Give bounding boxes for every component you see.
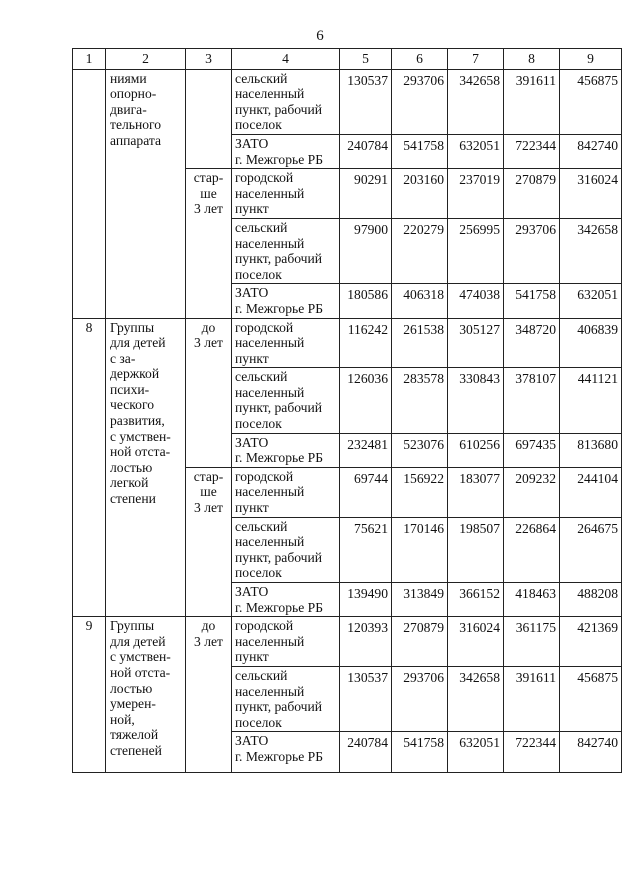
- value-cell: 488208: [560, 583, 622, 617]
- age-cell: [186, 69, 232, 169]
- cell-line: стар-: [193, 170, 224, 186]
- value-cell: 203160: [392, 169, 448, 219]
- col-8-header: 8: [504, 49, 560, 70]
- value-cell: 541758: [504, 284, 560, 318]
- cell-line: пункт: [235, 500, 269, 516]
- value-cell: 361175: [504, 617, 560, 667]
- value-cell: 313849: [392, 583, 448, 617]
- cell-line: до: [201, 319, 216, 335]
- cell-line: для детей: [110, 335, 166, 351]
- value-cell: 342658: [448, 666, 504, 731]
- group-number-cell: 8: [73, 318, 106, 617]
- value-cell: 842740: [560, 134, 622, 168]
- value-cell: 474038: [448, 284, 504, 318]
- value-cell: 722344: [504, 732, 560, 773]
- cell-line: сельский: [235, 70, 288, 86]
- cell-line: развития,: [110, 413, 165, 429]
- value-cell: 348720: [504, 318, 560, 368]
- cell-line: умерен-: [110, 696, 156, 712]
- cell-line: 3 лет: [194, 201, 223, 217]
- value-cell: 842740: [560, 732, 622, 773]
- cell-line: поселок: [235, 565, 282, 581]
- cell-line: психи-: [110, 381, 150, 397]
- group-name-cell: [106, 69, 186, 318]
- cell-line: ной отста-: [110, 664, 171, 680]
- value-cell: 523076: [392, 433, 448, 467]
- cell-line: поселок: [235, 416, 282, 432]
- cost-table: [72, 48, 622, 773]
- table-row: [73, 617, 622, 667]
- cell-line: поселок: [235, 714, 282, 730]
- col-3-header: 3: [186, 49, 232, 70]
- value-cell: 220279: [392, 218, 448, 283]
- col-4-header: 4: [232, 49, 340, 70]
- cell-line: городской: [235, 468, 294, 484]
- cell-line: пункт, рабочий: [235, 400, 323, 416]
- cell-line: опорно-: [110, 86, 157, 102]
- settlement-cell: [232, 284, 340, 318]
- settlement-cell: [232, 169, 340, 219]
- cell-line: лостью: [110, 459, 153, 475]
- value-cell: 391611: [504, 69, 560, 134]
- value-cell: 232481: [340, 433, 392, 467]
- settlement-cell: [232, 467, 340, 517]
- value-cell: 813680: [560, 433, 622, 467]
- value-cell: 97900: [340, 218, 392, 283]
- value-cell: 330843: [448, 368, 504, 433]
- cell-line: ниями: [110, 70, 147, 86]
- value-cell: 541758: [392, 732, 448, 773]
- cell-line: 3 лет: [194, 633, 223, 649]
- value-cell: 270879: [392, 617, 448, 667]
- value-cell: 180586: [340, 284, 392, 318]
- cell-line: держкой: [110, 366, 160, 382]
- cell-line: населенный: [235, 185, 305, 201]
- cell-line: г. Межгорье РБ: [235, 599, 324, 615]
- value-cell: 305127: [448, 318, 504, 368]
- cell-line: г. Межгорье РБ: [235, 151, 324, 167]
- value-cell: 406318: [392, 284, 448, 318]
- col-2-header: 2: [106, 49, 186, 70]
- settlement-cell: [232, 732, 340, 773]
- group-number-cell: 9: [73, 617, 106, 773]
- value-cell: 69744: [340, 467, 392, 517]
- value-cell: 240784: [340, 732, 392, 773]
- value-cell: 391611: [504, 666, 560, 731]
- cell-line: населенный: [235, 86, 305, 102]
- col-5-header: 5: [340, 49, 392, 70]
- cell-line: тельного: [110, 117, 162, 133]
- cell-line: пункт: [235, 201, 269, 217]
- value-cell: 418463: [504, 583, 560, 617]
- cell-line: Группы: [110, 319, 155, 335]
- value-cell: 261538: [392, 318, 448, 368]
- cell-line: поселок: [235, 266, 282, 282]
- cell-line: сельский: [235, 369, 288, 385]
- value-cell: 421369: [560, 617, 622, 667]
- settlement-cell: [232, 666, 340, 731]
- value-cell: 610256: [448, 433, 504, 467]
- value-cell: 75621: [340, 517, 392, 582]
- value-cell: 198507: [448, 517, 504, 582]
- cell-line: ЗАТО: [235, 285, 269, 301]
- cell-line: с умствен-: [110, 649, 171, 665]
- cell-line: ше: [200, 185, 217, 201]
- value-cell: 139490: [340, 583, 392, 617]
- cell-line: тяжелой: [110, 727, 159, 743]
- settlement-cell: [232, 218, 340, 283]
- cell-line: сельский: [235, 667, 288, 683]
- cell-line: 3 лет: [194, 500, 223, 516]
- settlement-cell: [232, 69, 340, 134]
- value-cell: 126036: [340, 368, 392, 433]
- value-cell: 116242: [340, 318, 392, 368]
- cell-line: сельский: [235, 219, 288, 235]
- value-cell: 130537: [340, 666, 392, 731]
- cell-line: населенный: [235, 484, 305, 500]
- cell-line: пункт: [235, 350, 269, 366]
- cell-line: 3 лет: [194, 335, 223, 351]
- cell-line: городской: [235, 618, 294, 634]
- cell-line: г. Межгорье РБ: [235, 748, 324, 764]
- cell-line: легкой: [110, 475, 149, 491]
- cell-line: пункт, рабочий: [235, 549, 323, 565]
- age-cell: [186, 467, 232, 616]
- value-cell: 316024: [448, 617, 504, 667]
- value-cell: 244104: [560, 467, 622, 517]
- cell-line: ЗАТО: [235, 733, 269, 749]
- value-cell: 283578: [392, 368, 448, 433]
- settlement-cell: [232, 318, 340, 368]
- value-cell: 441121: [560, 368, 622, 433]
- cell-line: населенный: [235, 384, 305, 400]
- group-name-cell: [106, 318, 186, 617]
- value-cell: 293706: [504, 218, 560, 283]
- value-cell: 366152: [448, 583, 504, 617]
- settlement-cell: [232, 368, 340, 433]
- value-cell: 270879: [504, 169, 560, 219]
- value-cell: 632051: [448, 732, 504, 773]
- value-cell: 541758: [392, 134, 448, 168]
- cell-line: ше: [200, 484, 217, 500]
- value-cell: 632051: [448, 134, 504, 168]
- cell-line: аппарата: [110, 132, 162, 148]
- cell-line: стар-: [193, 468, 224, 484]
- settlement-cell: [232, 583, 340, 617]
- col-7-header: 7: [448, 49, 504, 70]
- cell-line: ЗАТО: [235, 434, 269, 450]
- value-cell: 342658: [448, 69, 504, 134]
- value-cell: 342658: [560, 218, 622, 283]
- cell-line: пункт, рабочий: [235, 251, 323, 267]
- cell-line: г. Межгорье РБ: [235, 450, 324, 466]
- value-cell: 90291: [340, 169, 392, 219]
- cell-line: лостью: [110, 680, 153, 696]
- cell-line: пункт, рабочий: [235, 699, 323, 715]
- cell-line: городской: [235, 319, 294, 335]
- group-number-cell: [73, 69, 106, 318]
- value-cell: 130537: [340, 69, 392, 134]
- cell-line: степеней: [110, 742, 162, 758]
- cell-line: городской: [235, 170, 294, 186]
- value-cell: 697435: [504, 433, 560, 467]
- cell-line: с умствен-: [110, 428, 171, 444]
- col-9-header: 9: [560, 49, 622, 70]
- value-cell: 120393: [340, 617, 392, 667]
- cell-line: населенный: [235, 633, 305, 649]
- settlement-cell: [232, 433, 340, 467]
- cell-line: Группы: [110, 618, 155, 634]
- cell-line: пункт: [235, 649, 269, 665]
- cell-line: пункт, рабочий: [235, 101, 323, 117]
- cell-line: степени: [110, 491, 156, 507]
- age-cell: [186, 318, 232, 467]
- value-cell: 237019: [448, 169, 504, 219]
- table-row: [73, 69, 622, 134]
- cell-line: ческого: [110, 397, 154, 413]
- header-row: [73, 49, 622, 70]
- cell-line: до: [201, 618, 216, 634]
- age-cell: [186, 617, 232, 773]
- cell-line: ной,: [110, 711, 135, 727]
- cell-line: населенный: [235, 683, 305, 699]
- group-name-cell: [106, 617, 186, 773]
- cell-line: двига-: [110, 101, 147, 117]
- cell-line: поселок: [235, 117, 282, 133]
- value-cell: 156922: [392, 467, 448, 517]
- value-cell: 240784: [340, 134, 392, 168]
- cell-line: населенный: [235, 534, 305, 550]
- age-cell: [186, 169, 232, 318]
- col-1-header: 1: [73, 49, 106, 70]
- settlement-cell: [232, 134, 340, 168]
- page-number: 6: [316, 28, 324, 44]
- value-cell: 456875: [560, 666, 622, 731]
- value-cell: 293706: [392, 666, 448, 731]
- value-cell: 293706: [392, 69, 448, 134]
- value-cell: 170146: [392, 517, 448, 582]
- cell-line: с за-: [110, 350, 136, 366]
- cell-line: г. Межгорье РБ: [235, 300, 324, 316]
- cell-line: для детей: [110, 633, 166, 649]
- cell-line: ной отста-: [110, 444, 171, 460]
- cell-line: сельский: [235, 518, 288, 534]
- value-cell: 264675: [560, 517, 622, 582]
- value-cell: 183077: [448, 467, 504, 517]
- value-cell: 456875: [560, 69, 622, 134]
- table-row: [73, 318, 622, 368]
- cell-line: ЗАТО: [235, 584, 269, 599]
- value-cell: 226864: [504, 517, 560, 582]
- col-6-header: 6: [392, 49, 448, 70]
- settlement-cell: [232, 617, 340, 667]
- value-cell: 316024: [560, 169, 622, 219]
- cell-line: населенный: [235, 235, 305, 251]
- value-cell: 209232: [504, 467, 560, 517]
- value-cell: 378107: [504, 368, 560, 433]
- value-cell: 632051: [560, 284, 622, 318]
- cell-line: населенный: [235, 335, 305, 351]
- settlement-cell: [232, 517, 340, 582]
- value-cell: 406839: [560, 318, 622, 368]
- value-cell: 722344: [504, 134, 560, 168]
- cell-line: ЗАТО: [235, 135, 269, 151]
- value-cell: 256995: [448, 218, 504, 283]
